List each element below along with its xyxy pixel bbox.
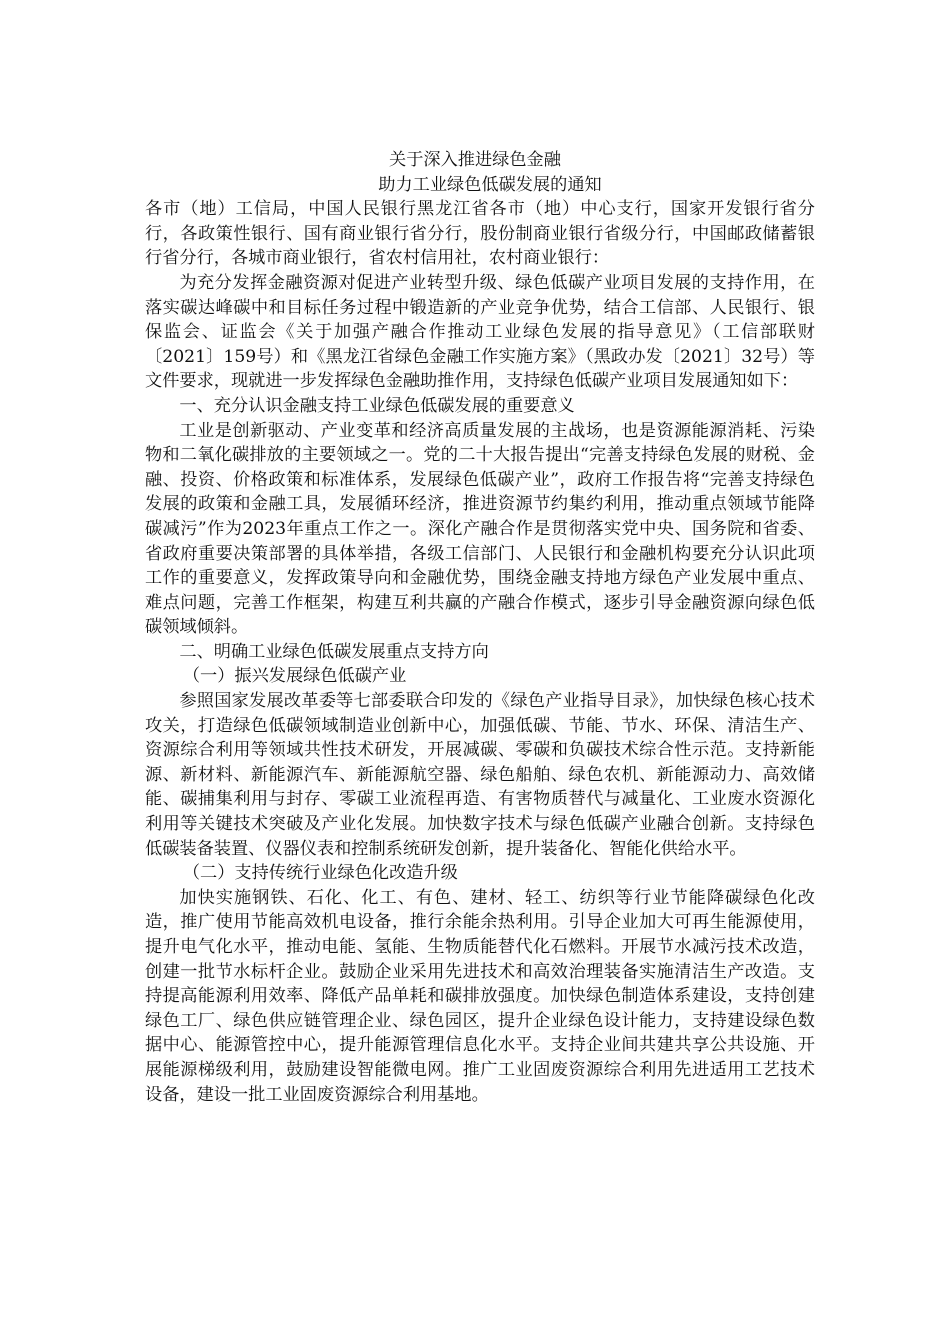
subsection2-heading: （二）支持传统行业绿色化改造升级 xyxy=(182,863,458,884)
subsection2-paragraph: 加快实施钢铁、石化、化工、有色、建材、轻工、纺织等行业节能降碳绿色化改造，推广使用节能高效机电设备，推行余能余热利用。引导企业加大可再生能源使用，提升电气化水平，推动电能、氢能、生物质能替代化石燃料。开展节水减污技术改造，创建一批节水标杆企业。鼓励企业采用先进技术和高效治理装备实施清洁生产改造。支持提高能源利用效率、降低产品单耗和碳排放强度。加快绿色制造体系建设，支持创建绿色工厂、绿色供应链管理企业、绿色园区，提升企业绿色设计能力，支持建设绿色数据中心、能源管控中心，提升能源管理信息化水平。支持企业间共建共享公共设施、开展能源梯级利用，鼓励建设智能微电网。推广工业固废资源综合利用先进适用工艺技术设备，建设一批工业固废资源综合利用基地。 xyxy=(145,887,815,1105)
section1-heading: 一、充分认识金融支持工业绿色低碳发展的重要意义 xyxy=(179,395,575,416)
section2-heading: 二、明确工业绿色低碳发展重点支持方向 xyxy=(179,641,489,662)
document-title-line2: 助力工业绿色低碳发展的通知 xyxy=(378,174,602,195)
document-page xyxy=(145,148,815,1107)
intro-paragraph: 为充分发挥金融资源对促进产业转型升级、绿色低碳产业项目发展的支持作用，在落实碳达峰碳中和目标任务过程中锻造新的产业竞争优势，结合工信部、人民银行、银保监会、证监会《关于加强产融合作推动工业绿色发展的指导意见》（工信部联财〔2021〕159号）和《黑龙江省绿色金融工作实施方案》（黑政办发〔2021〕32号）等文件要求，现就进一步发挥绿色金融助推作用，支持绿色低碳产业项目发展通知如下： xyxy=(145,272,815,392)
subsection1-paragraph: 参照国家发展改革委等七部委联合印发的《绿色产业指导目录》，加快绿色核心技术攻关，打造绿色低碳领域制造业创新中心，加强低碳、节能、节水、环保、清洁生产、资源综合利用等领域共性技术研发，开展减碳、零碳和负碳技术综合性示范。支持新能源、新材料、新能源汽车、新能源航空器、绿色船舶、绿色农机、新能源动力、高效储能、碳捕集利用与封存、零碳工业流程再造、有害物质替代与减量化、工业废水资源化利用等关键技术突破及产业化发展。加快数字技术与绿色低碳产业融合创新。支持绿色低碳装备装置、仪器仪表和控制系统研发创新，提升装备化、智能化供给水平。 xyxy=(145,691,815,859)
document-title-line1: 关于深入推进绿色金融 xyxy=(389,150,561,170)
subsection1-heading: （一）振兴发展绿色低碳产业 xyxy=(182,666,407,687)
salutation: 各市（地）工信局，中国人民银行黑龙江省各市（地）中心支行，国家开发银行省分行，各政策性银行、国有商业银行省分行，股份制商业银行省级分行，中国邮政储蓄银行省分行，各城市商业银行，省农村信用社，农村商业银行： xyxy=(145,199,815,269)
section1-paragraph: 工业是创新驱动、产业变革和经济高质量发展的主战场，也是资源能源消耗、污染物和二氧化碳排放的主要领域之一。党的二十大报告提出“完善支持绿色发展的财税、金融、投资、价格政策和标准体系，发展绿色低碳产业”，政府工作报告将“完善支持绿色发展的政策和金融工具，发展循环经济，推进资源节约集约利用，推动重点领域节能降碳减污”作为2023年重点工作之一。深化产融合作是贯彻落实党中央、国务院和省委、省政府重要决策部署的具体举措，各级工信部门、人民银行和金融机构要充分认识此项工作的重要意义，发挥政策导向和金融优势，围绕金融支持地方绿色产业发展中重点、难点问题，完善工作框架，构建互利共赢的产融合作模式，逐步引导金融资源向绿色低碳领域倾斜。 xyxy=(145,420,815,638)
